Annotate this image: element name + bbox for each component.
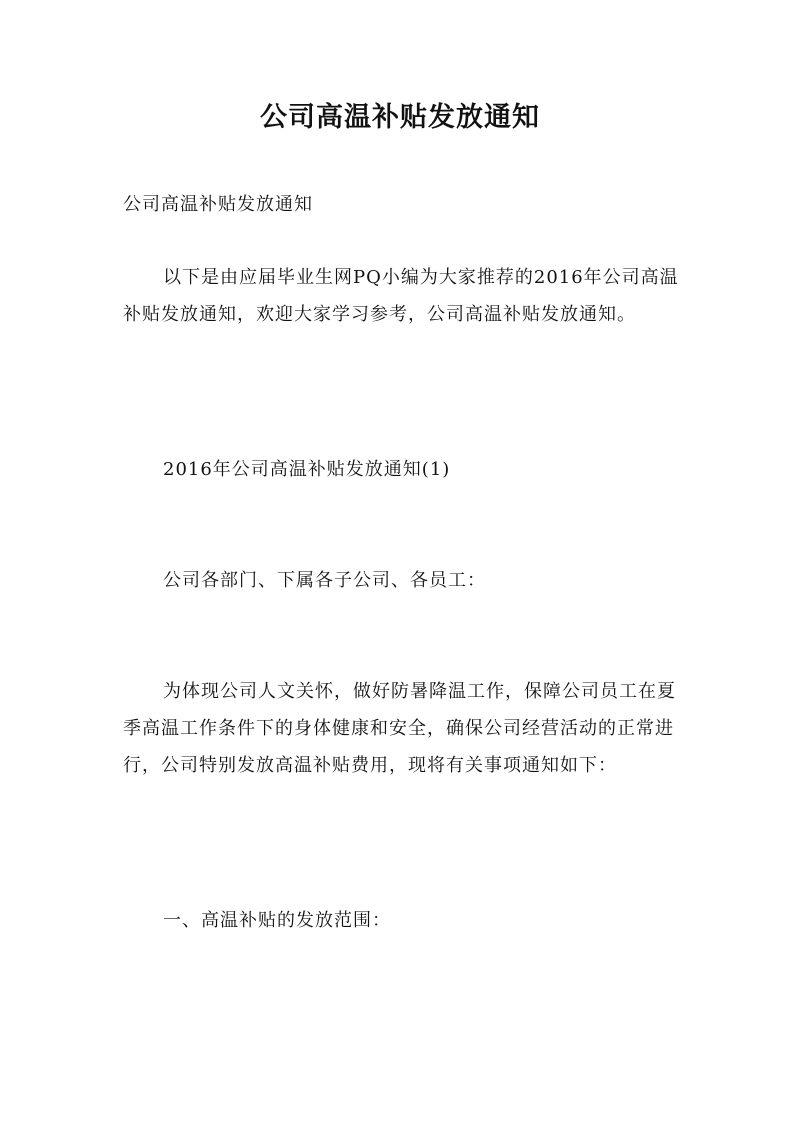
document-title: 公司高温补贴发放通知 bbox=[260, 102, 540, 133]
intro-paragraph: 以下是由应届毕业生网PQ小编为大家推荐的2016年公司高温补贴发放通知，欢迎大家学习参考，公司高温补贴发放通知。 bbox=[123, 267, 679, 325]
document-subtitle: 公司高温补贴发放通知 bbox=[123, 194, 313, 215]
body-paragraph: 为体现公司人文关怀，做好防暑降温工作，保障公司员工在夏季高温工作条件下的身体健康和安全，确保公司经营活动的正常进行，公司特别发放高温补贴费用，现将有关事项通知如下： bbox=[123, 681, 676, 776]
section-heading-1: 一、高温补贴的发放范围： bbox=[163, 910, 391, 931]
salutation-paragraph: 公司各部门、下属各子公司、各员工： bbox=[163, 570, 486, 591]
notice-heading: 2016年公司高温补贴发放通知(1) bbox=[163, 459, 451, 480]
